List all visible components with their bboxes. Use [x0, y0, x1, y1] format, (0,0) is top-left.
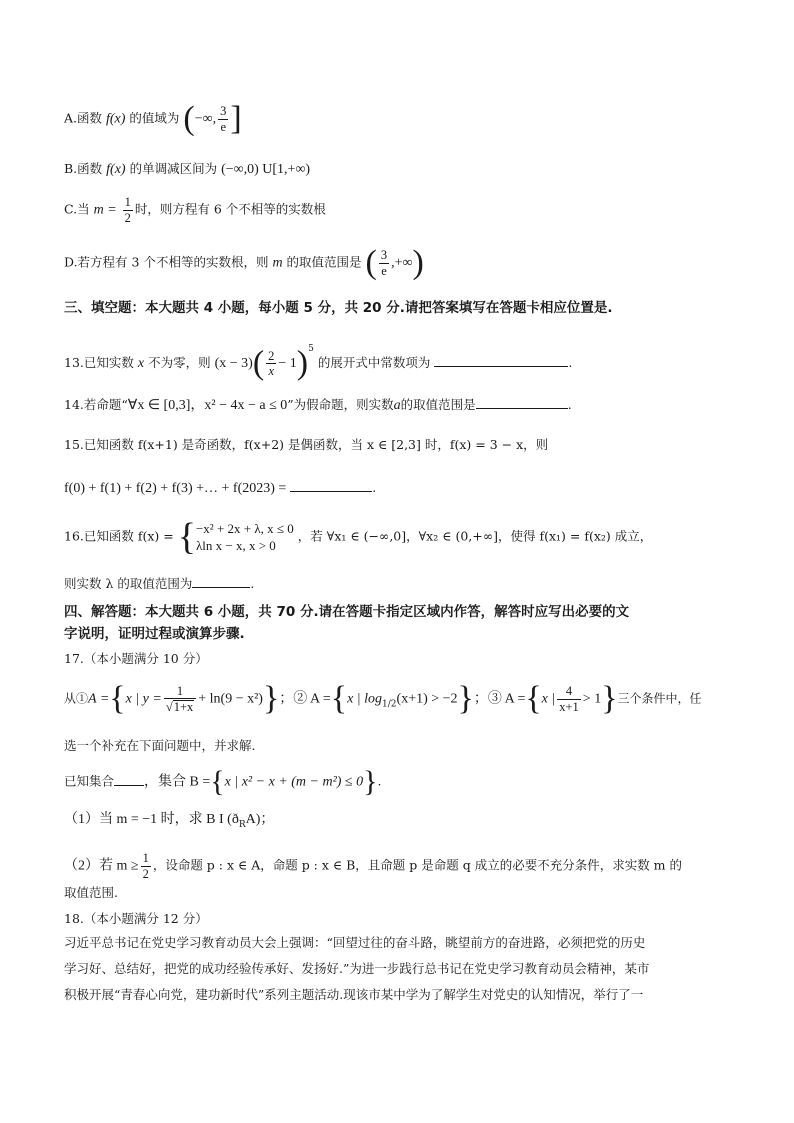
answer-blank-16[interactable]: [192, 574, 250, 588]
question-15-line2: f(0) + f(1) + f(2) + f(3) +… + f(2023) = .: [64, 480, 377, 496]
question-18-line1: 习近平总书记在党史学习教育动员大会上强调：“回望过往的奋斗路，眺望前方的奋进路，必须把党的历史: [64, 935, 646, 950]
section-3-heading: 三、填空题：本大题共 4 小题，每小题 5 分，共 20 分.请把答案填写在答题卡相应位置是.: [64, 300, 613, 316]
question-13: 13.已知实数 x 不为零，则 (x − 3)( $\frac{2}{x}$ − 1)$^5$ 的展开式中常数项为 .: [64, 344, 573, 382]
answer-blank-13[interactable]: [434, 353, 568, 367]
question-17-part2: （2）若 m ≥ $\frac{1}{2}$ ，设命题 p : x ∈ A，命题 p : x ∈ B，且命题 p 是命题 q 成立的必要不充分条件，求实数 m 的: [64, 851, 683, 881]
question-16: 16.已知函数 f(x) = { −x² + 2x + λ, x ≤ 0 λln x − x, x > 0 ，若 ∀x₁ ∈ (−∞,0]，∀x₂ ∈ (0,+∞]，使得 f(x₁) = f(x₂) 成立，: [64, 516, 653, 558]
section-4-heading-line1: 四、解答题：本大题共 6 小题，共 70 分.请在答题卡指定区域内作答，解答时应写出必要的文: [64, 604, 630, 620]
question-17-title: 17.（本小题满分 10 分）: [64, 651, 208, 666]
question-16-line2: 则实数 λ 的取值范围为 .: [64, 576, 255, 591]
answer-blank-14[interactable]: [476, 395, 568, 409]
answer-blank-15[interactable]: [290, 478, 372, 492]
section-4-heading-line2: 字说明，证明过程或演算步骤.: [64, 626, 245, 642]
question-18-line3: 积极开展“青春心向党，建功新时代”系列主题活动.现该市某中学为了解学生对党史的认知情况，举行了一: [64, 987, 644, 1002]
question-17-line2: 选一个补充在下面问题中，并求解.: [64, 738, 256, 753]
option-a: A.函数 f(x) 的值域为 (−∞, $\frac{3}{e}$ ]: [64, 100, 242, 137]
question-17-part1: （1）当 m = −1 时，求 B I $(ð_RA)$；: [64, 812, 275, 830]
question-14: 14.若命题“∀x ∈ [0,3]，x² − 4x − a ≤ 0”为假命题，则实数a的取值范围是 .: [64, 397, 572, 413]
question-17-part2-line2: 取值范围.: [64, 885, 118, 900]
option-b: B.函数 f(x) 的单调减区间为 (−∞,0) U[1,+∞): [64, 161, 311, 177]
condition-blank[interactable]: [114, 772, 144, 786]
question-18-line2: 学习好、总结好，把党的成功经验传承好、发扬好.”为进一步践行总书记在党史学习教育动员会精神，某市: [64, 961, 650, 976]
option-c: C.当 m = $\frac{1}{2}$ 时，则方程有 6 个不相等的实数根: [64, 195, 326, 225]
question-17-line3: 已知集合 ，集合 B ={x | x² − x + (m − m²) ≤ 0}.: [64, 765, 382, 798]
question-15-line1: 15.已知函数 f(x+1) 是奇函数，f(x+2) 是偶函数，当 x ∈ [2,3] 时，f(x) = 3 − x，则: [64, 437, 549, 452]
question-18-title: 18.（本小题满分 12 分）: [64, 911, 208, 926]
option-d: D.若方程有 3 个不相等的实数根，则 m 的取值范围是 ( $\frac{3}{e}$ ,+∞): [64, 244, 424, 281]
question-17-conditions: 从①A ={x | y = $\frac{1}{√1+x}$ + ln(9 − x²)}；② A ={x | $\log_{1/2}(x+1) > -2$}；③ A ={x | $\frac{4}{x+1}$ > 1}三个条件中，任: [64, 680, 702, 717]
